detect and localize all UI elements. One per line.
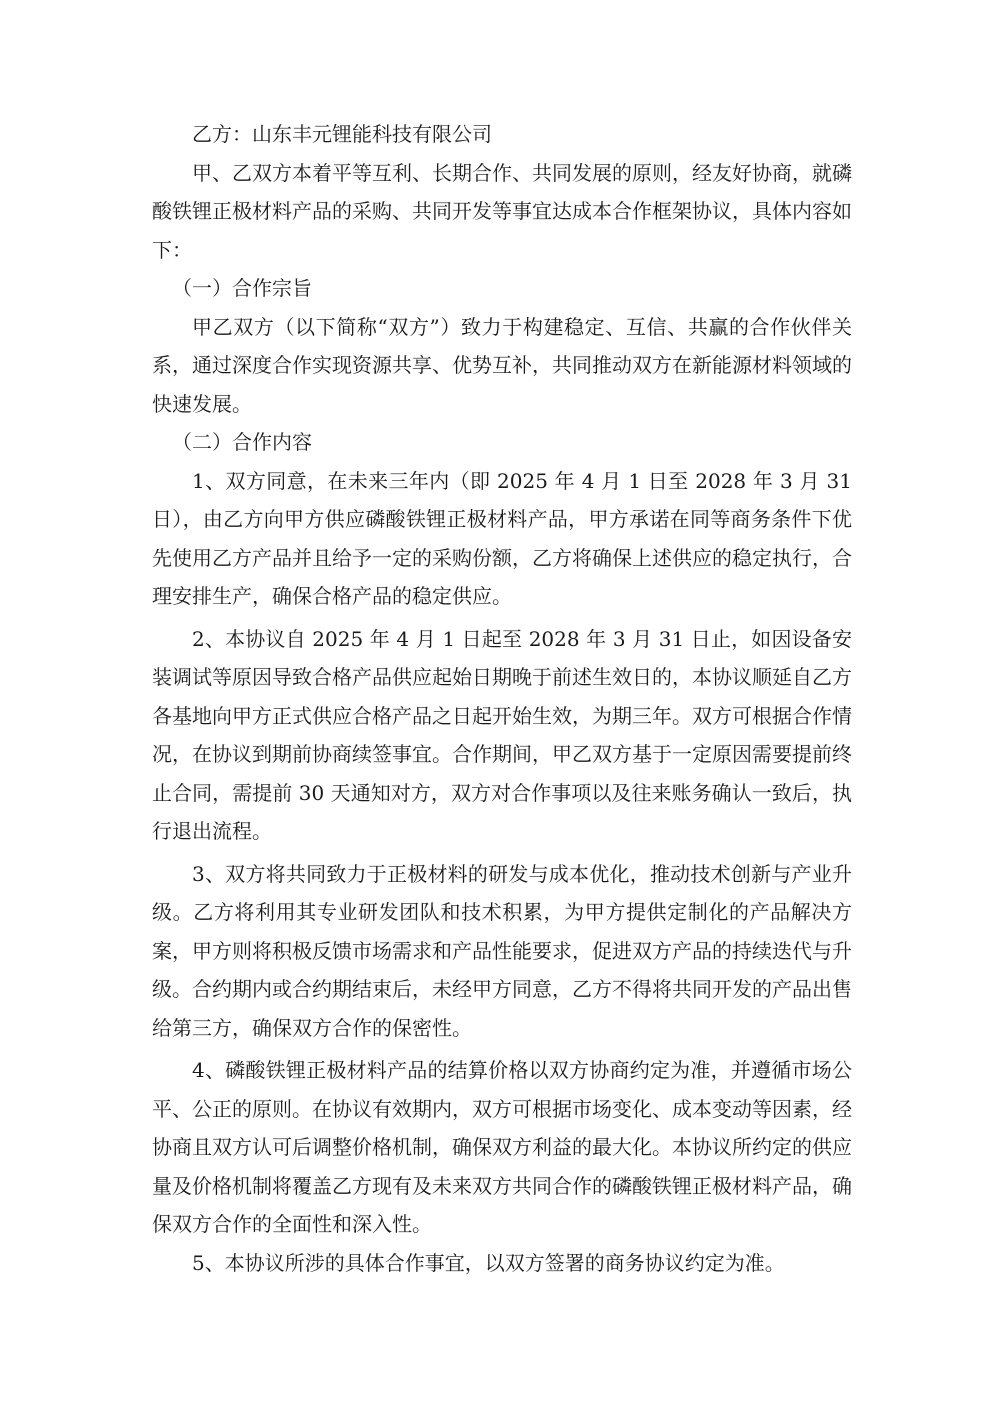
agreement-body xyxy=(152,115,852,1282)
clause-5: 5、本协议所涉的具体合作事宜，以双方签署的商务协议约定为准。 xyxy=(192,1250,785,1275)
section-1-heading: （一）合作宗旨 xyxy=(172,276,312,300)
section-1-paragraph: 甲乙双方（以下简称“双方”）致力于构建稳定、互信、共赢的合作伙伴关系，通过深度合作实现资源共享、优势互补，共同推动双方在新能源材料领域的快速发展。 xyxy=(152,314,852,416)
section-2-heading: （二）合作内容 xyxy=(172,430,312,454)
party-b-line: 乙方：山东丰元锂能科技有限公司 xyxy=(192,122,492,146)
clause-1: 1、双方同意，在未来三年内（即 2025 年 4 月 1 日至 2028 年 3 月 31 日），由乙方向甲方供应磷酸铁锂正极材料产品，甲方承诺在同等商务条件下优先使用乙方产品并且给予一定的采购份额，乙方将确保上述供应的稳定执行，合理安排生产，确保合格产品的稳定供应。 xyxy=(152,468,852,608)
clause-3: 3、双方将共同致力于正极材料的研发与成本优化，推动技术创新与产业升级。乙方将利用其专业研发团队和技术积累，为甲方提供定制化的产品解决方案，甲方则将积极反馈市场需求和产品性能要求，促进双方产品的持续迭代与升级。合约期内或合约期结束后，未经甲方同意，乙方不得将共同开发的产品出售给第三方，确保双方合作的保密性。 xyxy=(152,861,852,1040)
intro-paragraph: 甲、乙双方本着平等互利、长期合作、共同发展的原则，经友好协商，就磷酸铁锂正极材料产品的采购、共同开发等事宜达成本合作框架协议，具体内容如下： xyxy=(152,160,852,262)
clause-4: 4、磷酸铁锂正极材料产品的结算价格以双方协商约定为准，并遵循市场公平、公正的原则。在协议有效期内，双方可根据市场变化、成本变动等因素，经协商且双方认可后调整价格机制，确保双方利益的最大化。本协议所约定的供应量及价格机制将覆盖乙方现有及未来双方共同合作的磷酸铁锂正极材料产品，确保双方合作的全面性和深入性。 xyxy=(152,1058,852,1236)
clause-2: 2、本协议自 2025 年 4 月 1 日起至 2028 年 3 月 31 日止，如因设备安装调试等原因导致合格产品供应起始日期晚于前述生效日的，本协议顺延自乙方各基地向甲方正式供应合格产品之日起开始生效，为期三年。双方可根据合作情况，在协议到期前协商续签事宜。合作期间，甲乙双方基于一定原因需要提前终止合同，需提前 30 天通知对方，双方对合作事项以及往来账务确认一致后，执行退出流程。 xyxy=(152,626,852,843)
